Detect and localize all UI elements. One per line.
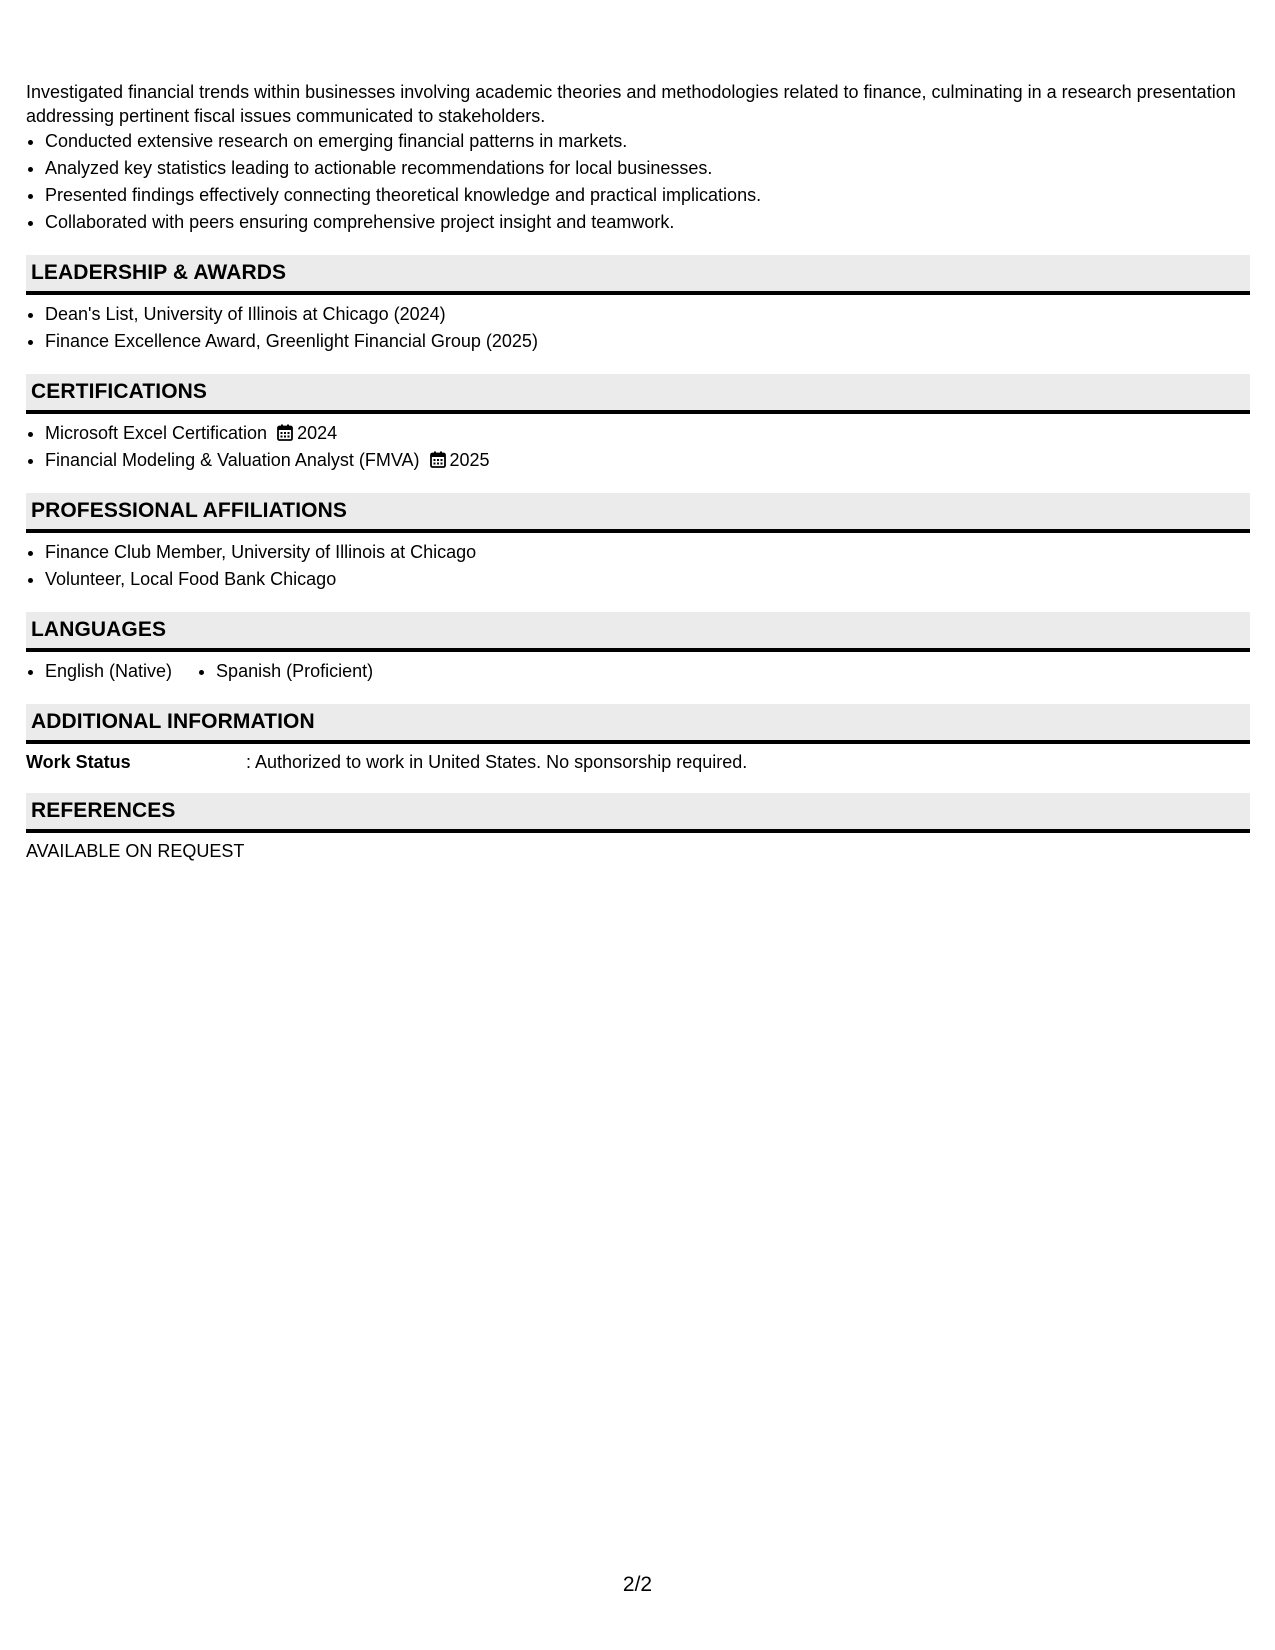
section-header [26,793,1250,833]
section-header [26,374,1250,414]
section-title: PROFESSIONAL AFFILIATIONS [31,499,347,522]
references-text: AVAILABLE ON REQUEST [26,841,245,861]
list-item: • Spanish (Proficient) [216,658,373,685]
section-header [26,493,1250,533]
certification-year: 2024 [297,423,338,443]
list-item: • Presented findings effectively connecting theoretical knowledge and practical implications. [45,182,1250,209]
affiliations-list [26,539,1250,593]
list-item: • Dean's List, University of Illinois at Chicago (2024) [45,301,1250,328]
list-item [45,447,1250,474]
project-description: Investigated financial trends within businesses involving academic theories and methodologies related to finance, culminating in a research presentation addressing pertinent fiscal issues communicated to stakeholders. [26,82,1236,126]
list-item: • Collaborated with peers ensuring comprehensive project insight and teamwork. [45,209,1250,236]
list-item: • English (Native) [45,658,172,685]
work-status-label: Work Status [26,752,131,772]
project-bullets [26,128,1250,236]
references-section [26,793,1250,863]
section-header [26,612,1250,652]
list-item: • Finance Excellence Award, Greenlight Financial Group (2025) [45,328,1250,355]
certifications-list [26,420,1250,474]
work-status-value: : Authorized to work in United States. No sponsorship required. [246,752,748,772]
list-item: • Finance Club Member, University of Illinois at Chicago [45,539,1250,566]
section-header [26,704,1250,744]
leadership-section [26,255,1250,355]
resume-page [26,80,1250,863]
section-header [26,255,1250,295]
work-status-row [26,750,1250,774]
section-title: LANGUAGES [31,618,167,641]
list-item: • Conducted extensive research on emerging financial patterns in markets. [45,128,1250,155]
affiliations-section [26,493,1250,593]
section-title: LEADERSHIP & AWARDS [31,261,287,284]
additional-section [26,704,1250,774]
list-item [45,420,1250,447]
calendar-icon [277,424,293,441]
leadership-list [26,301,1250,355]
certification-year: 2025 [449,450,490,470]
certification-name: Microsoft Excel Certification [45,423,268,443]
calendar-icon [430,451,446,468]
list-item: • Analyzed key statistics leading to actionable recommendations for local businesses. [45,155,1250,182]
section-title: ADDITIONAL INFORMATION [31,710,315,733]
section-title: REFERENCES [31,799,176,822]
page-number: 2/2 [622,1573,653,1596]
list-item: • Volunteer, Local Food Bank Chicago [45,566,1250,593]
certification-name: Financial Modeling & Valuation Analyst (FMVA) [45,450,420,470]
languages-section [26,612,1250,685]
certifications-section [26,374,1250,474]
languages-list [26,658,1250,685]
section-title: CERTIFICATIONS [31,380,208,403]
